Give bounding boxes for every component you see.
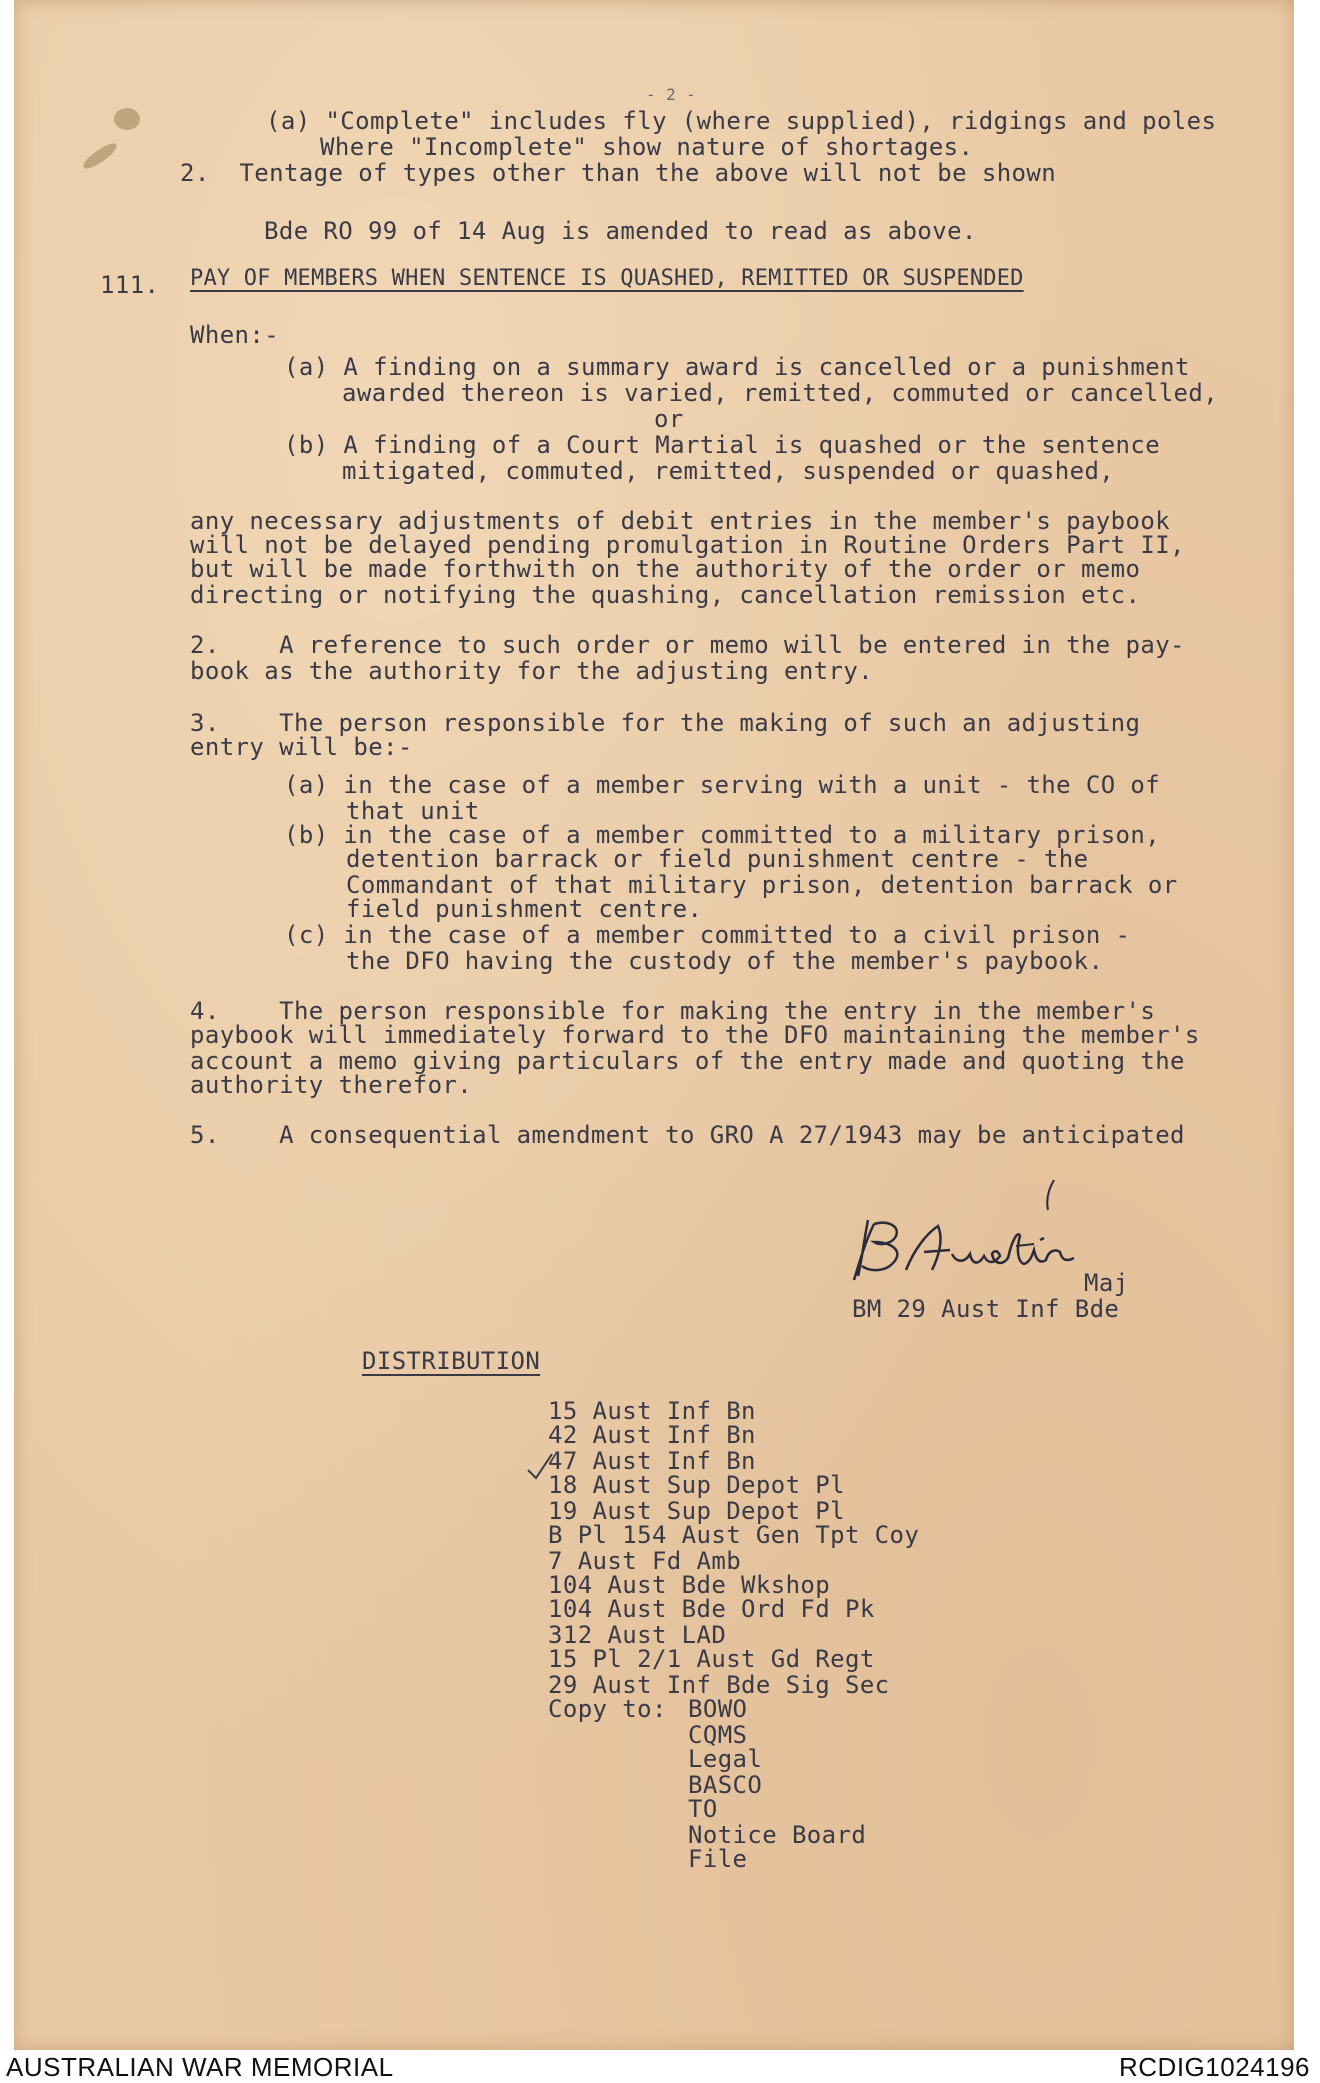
para-2-line1: 2. A reference to such order or memo will be entered in the pay-: [190, 631, 1185, 659]
para-5: 5. A consequential amendment to GRO A 27/1943 may be anticipated: [190, 1121, 1185, 1149]
clause-b-line2: mitigated, commuted, remitted, suspended or quashed,: [342, 457, 1115, 485]
para-3-line2: entry will be:-: [190, 733, 413, 761]
archive-reference: RCDIG1024196: [1119, 2052, 1310, 2082]
para-3c-line1: (c) in the case of a member committed to a civil prison -: [284, 921, 1131, 949]
para-3b-line4: field punishment centre.: [346, 895, 703, 923]
when-label: When:-: [190, 321, 280, 349]
para-3b-line2: detention barrack or field punishment centre - the: [346, 845, 1089, 873]
distribution-item: 29 Aust Inf Bde Sig Sec: [548, 1671, 890, 1699]
amendment-note: Bde RO 99 of 14 Aug is amended to read as above.: [264, 217, 977, 245]
distribution-item: 104 Aust Bde Ord Fd Pk: [548, 1595, 875, 1623]
order-title: PAY OF MEMBERS WHEN SENTENCE IS QUASHED, REMITTED OR SUSPENDED: [190, 266, 1024, 291]
para-1-line1: any necessary adjustments of debit entries in the member's paybook: [190, 507, 1171, 535]
distribution-item: 47 Aust Inf Bn: [548, 1447, 756, 1475]
copy-recipient: BASCO: [688, 1771, 763, 1799]
archive-credit: AUSTRALIAN WAR MEMORIAL: [6, 2052, 394, 2082]
page-number: - 2 -: [646, 85, 697, 104]
para-1-line2: will not be delayed pending promulgation in Routine Orders Part II,: [190, 531, 1185, 559]
para-4-line3: account a memo giving particulars of the entry made and quoting the: [190, 1047, 1185, 1075]
copy-recipient: CQMS: [688, 1721, 748, 1749]
para-4-line4: authority therefor.: [190, 1071, 473, 1099]
or-connector: or: [654, 405, 684, 433]
signature-appointment: BM 29 Aust Inf Bde: [852, 1295, 1120, 1323]
para-3a-line1: (a) in the case of a member serving with a unit - the CO of: [284, 771, 1161, 799]
clause-a-line2: awarded thereon is varied, remitted, commuted or cancelled,: [342, 379, 1219, 407]
clause-b-line1: (b) A finding of a Court Martial is quashed or the sentence: [284, 431, 1161, 459]
ink-stain: [114, 108, 140, 130]
para-3-line1: 3. The person responsible for the making of such an adjusting: [190, 709, 1141, 737]
para-3b-line1: (b) in the case of a member committed to a military prison,: [284, 821, 1161, 849]
distribution-item: 15 Aust Inf Bn: [548, 1397, 756, 1425]
signature-rank: Maj: [1084, 1269, 1129, 1297]
para-3a-line2: that unit: [346, 797, 480, 825]
distribution-item: 18 Aust Sup Depot Pl: [548, 1471, 845, 1499]
para-2: 2. Tentage of types other than the above will not be shown: [180, 159, 1057, 187]
distribution-item: 104 Aust Bde Wkshop: [548, 1571, 831, 1599]
copy-recipient: File: [688, 1845, 748, 1873]
copy-recipient: BOWO: [688, 1695, 748, 1723]
distribution-heading: DISTRIBUTION: [362, 1347, 541, 1375]
tick-mark-icon: [526, 1452, 556, 1482]
clause-a-line1: (a) A finding on a summary award is cancelled or a punishment: [284, 353, 1190, 381]
para-1-line4: directing or notifying the quashing, cancellation remission etc.: [190, 581, 1141, 609]
copy-recipient: TO: [688, 1795, 718, 1823]
distribution-item: 15 Pl 2/1 Aust Gd Regt: [548, 1645, 875, 1673]
para-1-line3: but will be made forthwith on the authority of the order or memo: [190, 555, 1141, 583]
para-4-line2: paybook will immediately forward to the DFO maintaining the member's: [190, 1021, 1200, 1049]
handwritten-signature: [834, 1180, 1114, 1290]
para-2-line2: book as the authority for the adjusting entry.: [190, 657, 874, 685]
para-4-line1: 4. The person responsible for making the entry in the member's: [190, 997, 1156, 1025]
copy-recipient: Legal: [688, 1745, 763, 1773]
copy-to-label: Copy to:: [548, 1695, 667, 1723]
distribution-item: 312 Aust LAD: [548, 1621, 727, 1649]
line-a1: (a) "Complete" includes fly (where supplied), ridgings and poles: [266, 107, 1217, 135]
copy-recipient: Notice Board: [688, 1821, 867, 1849]
distribution-item: 19 Aust Sup Depot Pl: [548, 1497, 845, 1525]
distribution-item: 7 Aust Fd Amb: [548, 1547, 742, 1575]
para-3b-line3: Commandant of that military prison, detention barrack or: [346, 871, 1178, 899]
distribution-item: 42 Aust Inf Bn: [548, 1421, 756, 1449]
para-3c-line2: the DFO having the custody of the member's paybook.: [346, 947, 1104, 975]
order-number: 111.: [100, 271, 160, 299]
line-a2: Where "Incomplete" show nature of shortages.: [320, 133, 974, 161]
distribution-item: B Pl 154 Aust Gen Tpt Coy: [548, 1521, 920, 1549]
ink-stain: [80, 140, 120, 173]
